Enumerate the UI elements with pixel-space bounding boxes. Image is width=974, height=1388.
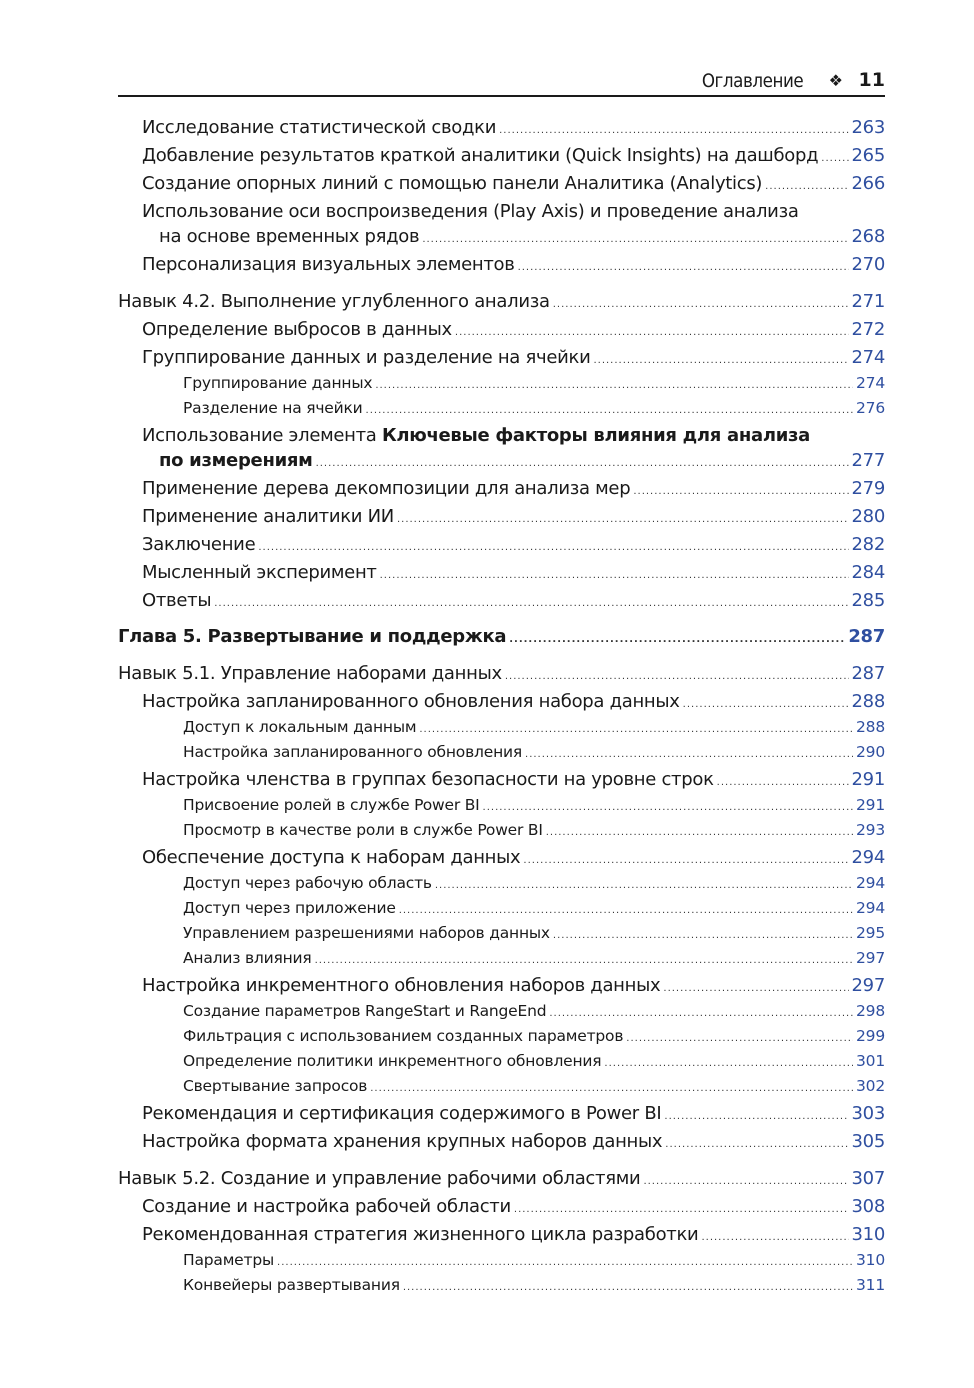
toc-entry[interactable] bbox=[142, 145, 885, 166]
toc-page-number[interactable]: 285 bbox=[851, 590, 885, 611]
toc-entry[interactable] bbox=[183, 399, 885, 417]
leader-dots bbox=[397, 514, 849, 525]
leader-dots bbox=[518, 262, 849, 273]
toc-entry[interactable] bbox=[183, 374, 885, 392]
toc-entry-text: Настройка формата хранения крупных наборов данных bbox=[142, 1131, 663, 1152]
leader-dots bbox=[549, 1008, 853, 1019]
toc-page-number[interactable]: 298 bbox=[856, 1002, 885, 1020]
toc-page-number[interactable]: 294 bbox=[856, 874, 885, 892]
leader-dots bbox=[553, 299, 849, 310]
toc-entry-text: Настройка инкрементного обновления наборов данных bbox=[142, 975, 661, 996]
toc-entry-text: Группирование данных bbox=[183, 374, 373, 392]
toc-entry-text: Обеспечение доступа к наборам данных bbox=[142, 847, 521, 868]
toc-entry-text: Параметры bbox=[183, 1251, 275, 1269]
toc-page-number[interactable]: 288 bbox=[851, 691, 885, 712]
toc-page-number[interactable]: 305 bbox=[851, 1131, 885, 1152]
leader-dots bbox=[435, 880, 853, 891]
toc-entry[interactable] bbox=[142, 1224, 885, 1245]
toc-entry-text: Группирование данных и разделение на ячейки bbox=[142, 347, 591, 368]
toc-page-number[interactable]: 295 bbox=[856, 924, 885, 942]
toc-entry-text: Персонализация визуальных элементов bbox=[142, 254, 515, 275]
toc-page-number[interactable]: 280 bbox=[851, 506, 885, 527]
toc-entry-text: Доступ к локальным данным bbox=[183, 718, 417, 736]
toc-entry[interactable] bbox=[142, 254, 885, 275]
leader-dots bbox=[643, 1176, 848, 1187]
leader-dots bbox=[366, 405, 853, 416]
leader-dots bbox=[509, 634, 845, 645]
toc-entry-text: Просмотр в качестве роли в службе Power BI bbox=[183, 821, 543, 839]
toc-page-number[interactable]: 310 bbox=[856, 1251, 885, 1269]
header-title: Оглавление bbox=[701, 70, 803, 92]
leader-dots bbox=[604, 1058, 853, 1069]
toc-entry-text: Доступ через рабочую область bbox=[183, 874, 432, 892]
toc-entry[interactable] bbox=[118, 663, 885, 684]
leader-dots bbox=[214, 598, 848, 609]
toc-entry[interactable] bbox=[142, 847, 885, 868]
toc-page-number[interactable]: 308 bbox=[851, 1196, 885, 1217]
toc-entry[interactable] bbox=[159, 226, 885, 247]
toc-entry-line bbox=[142, 425, 810, 446]
toc-page-number[interactable]: 274 bbox=[851, 347, 885, 368]
toc-entry[interactable] bbox=[183, 796, 885, 814]
toc-page-number[interactable]: 268 bbox=[851, 226, 885, 247]
toc-entry-text: Настройка запланированного обновления набора данных bbox=[142, 691, 680, 712]
toc-entry-text: Присвоение ролей в службе Power BI bbox=[183, 796, 480, 814]
toc-entry-text: Свертывание запросов bbox=[183, 1077, 368, 1095]
toc-entry-text: Навык 4.2. Выполнение углубленного анализа bbox=[118, 291, 550, 312]
leader-dots bbox=[765, 181, 848, 192]
toc-entry[interactable] bbox=[142, 117, 885, 138]
toc-entry[interactable] bbox=[142, 478, 885, 499]
toc-entry[interactable] bbox=[183, 1052, 885, 1070]
toc-page-number[interactable]: 272 bbox=[851, 319, 885, 340]
leader-dots bbox=[665, 1139, 848, 1150]
leader-dots bbox=[633, 486, 848, 497]
toc-entry-text: Анализ влияния bbox=[183, 949, 312, 967]
leader-dots bbox=[315, 955, 853, 966]
leader-dots bbox=[546, 827, 853, 838]
leader-dots bbox=[593, 355, 848, 366]
toc-entry-text: Глава 5. Развертывание и поддержка bbox=[118, 626, 507, 647]
toc-page-number[interactable]: 294 bbox=[856, 899, 885, 917]
toc-page-number[interactable]: 310 bbox=[851, 1224, 885, 1245]
toc-page-number[interactable]: 288 bbox=[856, 718, 885, 736]
toc-entry[interactable] bbox=[183, 1077, 885, 1095]
toc-page-number[interactable]: 274 bbox=[856, 374, 885, 392]
toc-page-number[interactable]: 302 bbox=[856, 1077, 885, 1095]
toc-page-number[interactable]: 294 bbox=[851, 847, 885, 868]
toc-entry-text: Рекомендованная стратегия жизненного цикла разработки bbox=[142, 1224, 699, 1245]
leader-dots bbox=[403, 1282, 853, 1293]
leader-dots bbox=[663, 983, 848, 994]
toc-entry-text: Рекомендация и сертификация содержимого в Power BI bbox=[142, 1103, 662, 1124]
toc-page-number[interactable]: 307 bbox=[851, 1168, 885, 1189]
toc-entry[interactable] bbox=[142, 506, 885, 527]
leader-dots bbox=[419, 724, 853, 735]
toc-entry[interactable] bbox=[118, 291, 885, 312]
toc-page-number[interactable]: 311 bbox=[856, 1276, 885, 1294]
toc-entry-text: Навык 5.2. Создание и управление рабочими областями bbox=[118, 1168, 641, 1189]
leader-dots bbox=[514, 1204, 849, 1215]
toc-entry-text: Мысленный эксперимент bbox=[142, 562, 377, 583]
toc-entry[interactable] bbox=[142, 769, 885, 790]
toc-entry[interactable] bbox=[183, 874, 885, 892]
leader-dots bbox=[316, 458, 849, 469]
toc-entry[interactable] bbox=[183, 743, 885, 761]
leader-dots bbox=[664, 1111, 848, 1122]
toc-entry[interactable] bbox=[183, 949, 885, 967]
toc-entry-text: Управлением разрешениями наборов данных bbox=[183, 924, 550, 942]
toc-entry[interactable] bbox=[142, 173, 885, 194]
header-page-number: 11 bbox=[858, 69, 885, 91]
toc-page-number[interactable]: 270 bbox=[851, 254, 885, 275]
toc-entry-text: Определение политики инкрементного обновления bbox=[183, 1052, 602, 1070]
toc-entry-text: Использование элемента bbox=[142, 425, 382, 446]
leader-dots bbox=[523, 855, 848, 866]
leader-dots bbox=[455, 327, 849, 338]
toc-entry-text: Создание параметров RangeStart и RangeEnd bbox=[183, 1002, 547, 1020]
toc-entry[interactable] bbox=[183, 1027, 885, 1045]
toc-page-number[interactable]: 265 bbox=[851, 145, 885, 166]
toc-entry-text: Настройка запланированного обновления bbox=[183, 743, 523, 761]
leader-dots bbox=[258, 542, 848, 553]
leader-dots bbox=[380, 570, 849, 581]
toc-entry[interactable] bbox=[142, 562, 885, 583]
toc-page-number[interactable]: 276 bbox=[856, 399, 885, 417]
toc-page-number[interactable]: 293 bbox=[856, 821, 885, 839]
toc-entry[interactable] bbox=[142, 975, 885, 996]
toc-entry-text: Добавление результатов краткой аналитики (Quick Insights) на дашборд bbox=[142, 145, 819, 166]
leader-dots bbox=[821, 153, 848, 164]
toc-page-number[interactable]: 266 bbox=[851, 173, 885, 194]
toc-entry[interactable] bbox=[183, 718, 885, 736]
toc-page-number[interactable]: 299 bbox=[856, 1027, 885, 1045]
leader-dots bbox=[422, 234, 848, 245]
toc-entry[interactable] bbox=[142, 1196, 885, 1217]
toc-entry-text: по измерениям bbox=[159, 450, 313, 471]
leader-dots bbox=[505, 671, 849, 682]
toc-entry-text: Создание и настройка рабочей области bbox=[142, 1196, 511, 1217]
toc-entry-text: Навык 5.1. Управление наборами данных bbox=[118, 663, 502, 684]
toc-entry[interactable] bbox=[142, 590, 885, 611]
leader-dots bbox=[499, 125, 848, 136]
leader-dots bbox=[717, 777, 849, 788]
toc-entry-text: Заключение bbox=[142, 534, 256, 555]
toc-entry-text: на основе временных рядов bbox=[159, 226, 420, 247]
leader-dots bbox=[525, 749, 853, 760]
toc-entry-text: Определение выбросов в данных bbox=[142, 319, 452, 340]
toc-entry-text: Создание опорных линий с помощью панели Аналитика (Analytics) bbox=[142, 173, 763, 194]
leader-dots bbox=[683, 699, 849, 710]
toc-entry[interactable] bbox=[183, 1002, 885, 1020]
toc-entry-bold-text: Ключевые факторы влияния для анализа bbox=[381, 425, 811, 446]
toc-entry[interactable] bbox=[142, 534, 885, 555]
toc-entry[interactable] bbox=[142, 1131, 885, 1152]
toc-page-number[interactable]: 282 bbox=[851, 534, 885, 555]
toc-page-number[interactable]: 297 bbox=[851, 975, 885, 996]
toc-entry-text: Настройка членства в группах безопасности на уровне строк bbox=[142, 769, 714, 790]
toc-entry[interactable] bbox=[118, 1168, 885, 1189]
toc-entry-text: Исследование статистической сводки bbox=[142, 117, 497, 138]
toc-page-number[interactable]: 287 bbox=[851, 663, 885, 684]
toc-page-number[interactable]: 271 bbox=[851, 291, 885, 312]
toc-page-number[interactable]: 303 bbox=[851, 1103, 885, 1124]
toc-page-number[interactable]: 290 bbox=[856, 743, 885, 761]
toc-entry-text: Разделение на ячейки bbox=[183, 399, 363, 417]
leader-dots bbox=[375, 380, 853, 391]
toc-page-number[interactable]: 297 bbox=[856, 949, 885, 967]
toc-page-number[interactable]: 291 bbox=[851, 769, 885, 790]
leader-dots bbox=[626, 1033, 853, 1044]
toc-page-number[interactable]: 301 bbox=[856, 1052, 885, 1070]
toc-entry[interactable] bbox=[142, 1103, 885, 1124]
toc-entry-text: Ответы bbox=[142, 590, 212, 611]
toc-entry[interactable] bbox=[183, 924, 885, 942]
toc-page-number[interactable]: 284 bbox=[851, 562, 885, 583]
toc-page-number[interactable]: 277 bbox=[851, 450, 885, 471]
toc-entry-text: Конвейеры развертывания bbox=[183, 1276, 400, 1294]
toc-page-number[interactable]: 291 bbox=[856, 796, 885, 814]
ornament-icon: ❖ bbox=[828, 71, 843, 90]
toc-entry-text: Доступ через приложение bbox=[183, 899, 396, 917]
toc-entry[interactable] bbox=[159, 450, 885, 471]
toc-entry[interactable] bbox=[183, 821, 885, 839]
toc-entry[interactable] bbox=[142, 319, 885, 340]
toc-page-number[interactable]: 263 bbox=[851, 117, 885, 138]
leader-dots bbox=[370, 1083, 853, 1094]
toc-entry[interactable] bbox=[142, 347, 885, 368]
toc-entry-text: Фильтрация с использованием созданных параметров bbox=[183, 1027, 624, 1045]
leader-dots bbox=[277, 1257, 853, 1268]
running-header bbox=[118, 68, 885, 97]
toc-page-number[interactable]: 279 bbox=[851, 478, 885, 499]
leader-dots bbox=[701, 1232, 848, 1243]
toc-entry[interactable] bbox=[118, 626, 885, 647]
toc-entry[interactable] bbox=[142, 691, 885, 712]
leader-dots bbox=[399, 905, 853, 916]
leader-dots bbox=[553, 930, 853, 941]
toc-entry[interactable] bbox=[183, 1276, 885, 1294]
toc-entry-text: Использование оси воспроизведения (Play Axis) и проведение анализа bbox=[142, 201, 799, 222]
toc-entry-line bbox=[142, 201, 799, 222]
toc-entry[interactable] bbox=[183, 899, 885, 917]
leader-dots bbox=[483, 802, 853, 813]
toc-entry-text: Применение аналитики ИИ bbox=[142, 506, 394, 527]
toc-entry[interactable] bbox=[183, 1251, 885, 1269]
toc-page-number[interactable]: 287 bbox=[848, 626, 885, 647]
toc-entry-text: Применение дерева декомпозиции для анализа мер bbox=[142, 478, 631, 499]
